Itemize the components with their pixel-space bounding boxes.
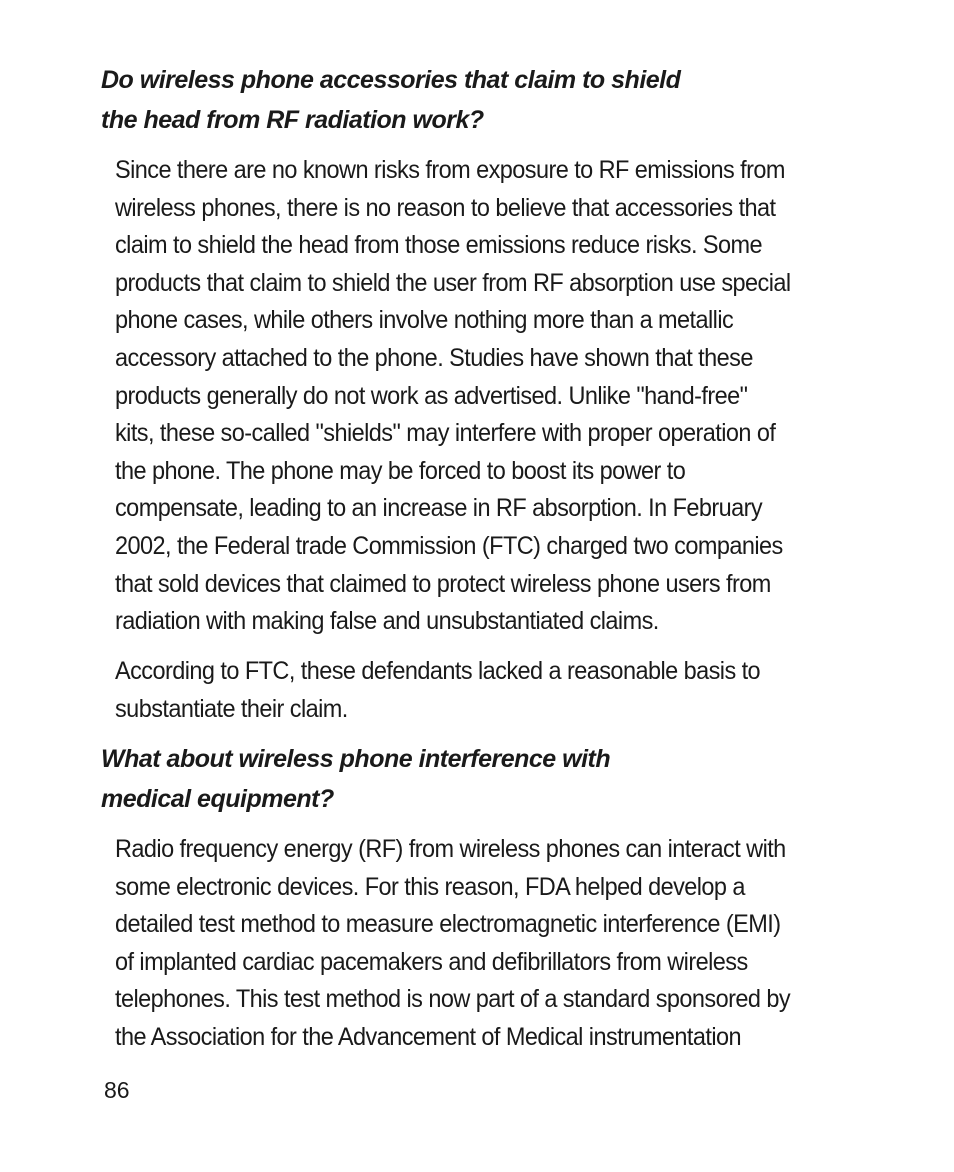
section-heading-rf-shields: Do wireless phone accessories that claim to shield the head from RF radiation work? [101,66,681,134]
page-number: 86 [104,1077,130,1103]
paragraph-rf-shields-body: Since there are no known risks from exposure to RF emissions from wireless phones, there is no reason to believe that accessories that claim to shield the head from those emissions reduce risks. Some products that claim to shield the user from RF absorption use special phone cases, while others involve nothing more than a metallic accessory attached to the phone. Studies have shown that these products generally do not work as advertised. Unlike "hand-free" kits, these so-called "shields" may interfere with proper operation of the phone. The phone may be forced to boost its power to compensate, leading to an increase in RF absorption. In February 2002, the Federal trade Commission (FTC) charged two companies that sold devices that claimed to protect wireless phone users from radiation with making false and unsubstantiated claims. [115,156,791,636]
paragraph-medical-interference-body: Radio frequency energy (RF) from wireless phones can interact with some electronic devices. For this reason, FDA helped develop a detailed test method to measure electromagnetic interference (EMI) of implanted cardiac pacemakers and defibrillators from wireless telephones. This test method is now part of a standard sponsored by the Association for the Advancement of Medical instrumentation [115,835,791,1051]
section-heading-medical-interference: What about wireless phone interference with medical equipment? [101,745,611,813]
paragraph-ftc-claim: According to FTC, these defendants lacked a reasonable basis to substantiate their claim. [115,657,761,723]
